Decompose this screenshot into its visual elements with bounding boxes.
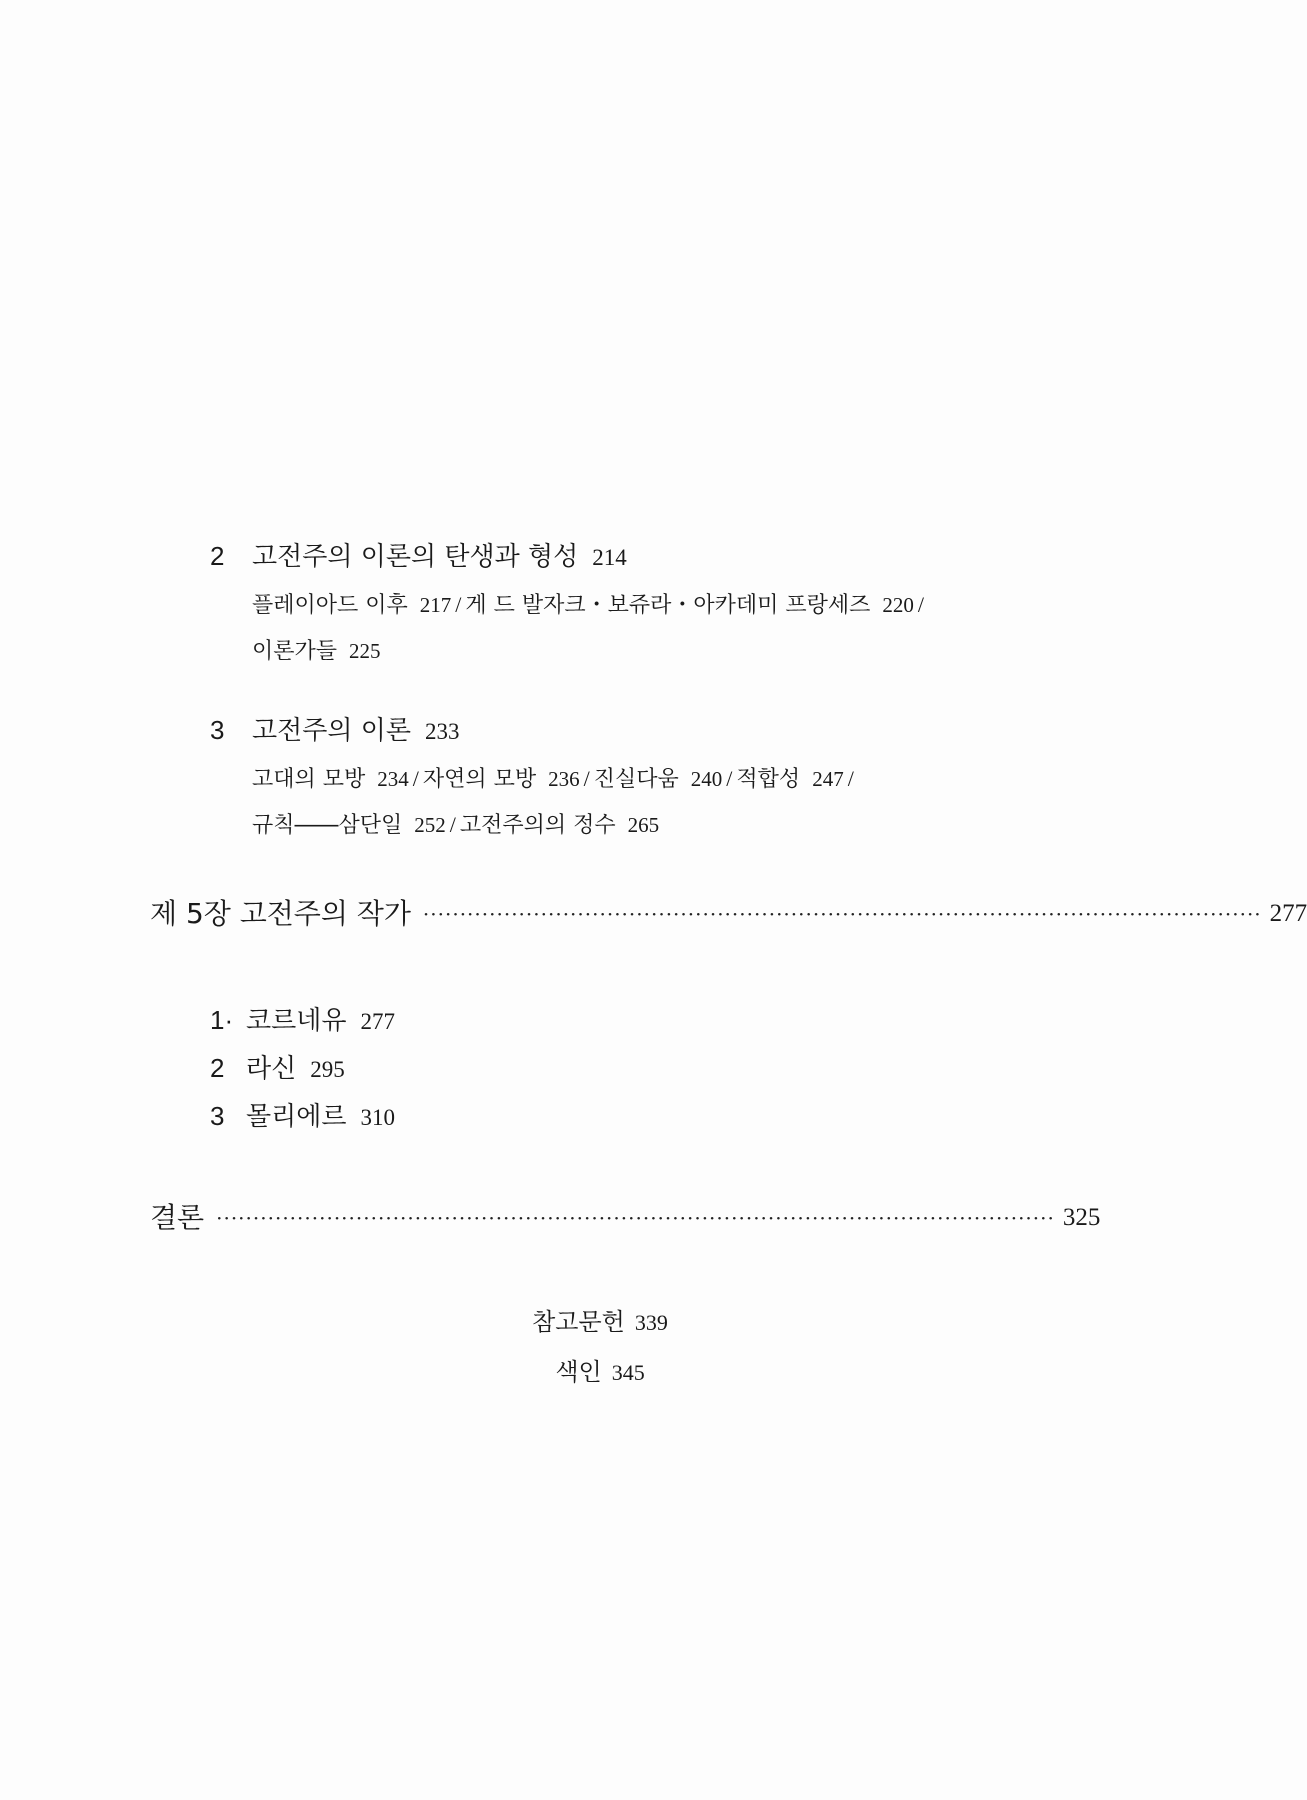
- appendix-page: 345: [611, 1360, 645, 1385]
- separator: /: [455, 592, 462, 617]
- section-heading: [210, 538, 1040, 574]
- item-number: 3: [210, 1101, 225, 1131]
- conclusion-title: 결론: [150, 1201, 205, 1234]
- separator: /: [412, 766, 419, 791]
- chapter-title: 제 5장 고전주의 작가: [150, 897, 411, 930]
- appendix-item: [0, 1302, 1200, 1342]
- subsection-title: 고전주의의 정수: [459, 813, 616, 838]
- section-number: 3: [210, 715, 225, 745]
- subsection-page: 234: [377, 767, 409, 791]
- item-title: 코르네유: [246, 1006, 347, 1036]
- separator: /: [847, 766, 854, 791]
- toc-section-3: [210, 712, 1040, 848]
- subsection-title: 진실다움: [593, 767, 679, 792]
- item-number: 2: [210, 1053, 225, 1083]
- subsection-page: 240: [690, 767, 723, 791]
- item-number: 1·: [210, 1005, 234, 1035]
- separator: /: [917, 592, 925, 617]
- chapter-5-entry: [150, 892, 1307, 936]
- subsection-page: 225: [349, 639, 381, 663]
- subsection-line: [252, 756, 1040, 802]
- section-page: 214: [592, 545, 627, 570]
- appendix-item: [0, 1352, 1200, 1392]
- subsection-page: 247: [812, 767, 844, 791]
- section-page: 233: [424, 719, 460, 744]
- toc-item: [210, 1096, 395, 1136]
- item-page: 310: [360, 1105, 395, 1130]
- subsection-line: [252, 802, 1040, 848]
- chapter-page: 277: [1269, 900, 1307, 927]
- subsection-title: 고대의 모방: [252, 767, 366, 792]
- toc-item: [210, 1048, 345, 1088]
- conclusion-page: 325: [1062, 1204, 1101, 1231]
- subsection-title: 자연의 모방: [422, 767, 537, 792]
- appendix-page: 339: [634, 1310, 668, 1335]
- appendix-title: 참고문헌: [532, 1308, 625, 1336]
- subsection-title: 플레이아드 이후: [252, 593, 408, 618]
- subsection-page: 236: [548, 767, 580, 791]
- dot-leader: ··················································································································: [422, 902, 1262, 926]
- subsection-line: [252, 582, 1040, 628]
- subsection-page: 220: [882, 593, 914, 617]
- item-page: 277: [360, 1009, 395, 1034]
- subsection-title: 게 드 발자크・보쥬라・아카데미 프랑세즈: [465, 593, 871, 618]
- subsection-title: 적합성: [736, 767, 801, 792]
- section-heading: [210, 712, 1040, 748]
- toc-section-2: [210, 538, 1040, 674]
- subsection-title: 규칙――삼단일: [252, 813, 403, 838]
- separator: /: [449, 812, 456, 837]
- conclusion-entry: [150, 1196, 1101, 1240]
- toc-item: [210, 1000, 395, 1040]
- separator: /: [583, 766, 590, 791]
- item-title: 라신: [246, 1054, 297, 1084]
- subsection-page: 265: [627, 813, 660, 837]
- dot-leader: ··················································································································: [216, 1206, 1055, 1230]
- item-title: 몰리에르: [246, 1102, 347, 1132]
- subsection-page: 252: [414, 813, 446, 837]
- appendix-title: 색인: [555, 1358, 602, 1386]
- item-page: 295: [310, 1057, 345, 1082]
- separator: /: [726, 766, 733, 791]
- section-number: 2: [210, 541, 225, 571]
- section-title: 고전주의 이론: [252, 716, 411, 746]
- subsection-title: 이론가들: [252, 639, 338, 664]
- section-title: 고전주의 이론의 탄생과 형성: [252, 542, 579, 572]
- subsection-line: [252, 628, 1040, 674]
- subsection-page: 217: [419, 593, 452, 617]
